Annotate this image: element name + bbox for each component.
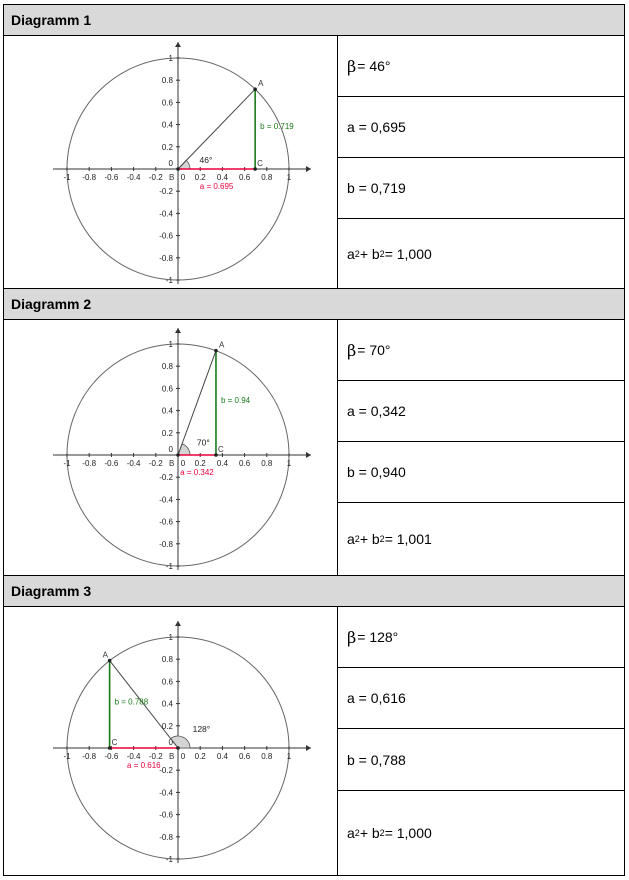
y-tick-label: 0.2: [161, 428, 173, 438]
x-tick-label: 1: [286, 752, 292, 761]
values-column: [338, 36, 624, 288]
sum-b: + b: [359, 531, 380, 547]
a-value: a = 0,695: [338, 97, 624, 158]
x-tick-label: 0.2: [194, 173, 206, 182]
section-title: Diagramm 1: [4, 5, 624, 36]
sum-a: a: [347, 824, 355, 841]
x-tick-label: -0.4: [126, 752, 141, 761]
sum-value: a 2 + b 2 = 1,000: [347, 824, 432, 841]
a-value: a = 0,342: [338, 381, 624, 442]
unit-circle-svg: [4, 36, 337, 288]
point-a: [214, 349, 218, 353]
y-tick-label: -0.2: [159, 187, 173, 197]
point-a: [108, 659, 112, 663]
beta-symbol: β: [347, 56, 357, 76]
y-tick-label: 0.6: [161, 98, 173, 108]
b-value: b = 0,719: [338, 158, 624, 219]
point-b: [176, 453, 180, 457]
sum-result: = 1,000: [384, 245, 432, 262]
x-tick-label: -0.2: [148, 459, 163, 468]
diagram-table: [3, 4, 625, 876]
x-tick-label: 1: [286, 173, 292, 182]
sum-a: a: [347, 245, 355, 262]
beta-symbol: β: [347, 627, 357, 647]
point-a: [253, 87, 257, 91]
y-tick-label: 0.4: [161, 406, 173, 416]
y-tick-label: -0.2: [159, 766, 173, 776]
x-tick-label: 0.4: [216, 459, 228, 468]
b-value: b = 0,940: [338, 442, 624, 503]
y-tick-label: 0.4: [161, 120, 173, 130]
point-c-label: C: [217, 445, 224, 454]
y-tick-label: -1: [165, 562, 173, 571]
y-tick-label: 1: [168, 54, 173, 63]
x-tick-label: 0.8: [261, 173, 273, 182]
y-tick-label: 0.4: [161, 699, 173, 709]
b-label: b = 0.719: [260, 122, 294, 132]
sum-a: a: [347, 531, 355, 547]
point-c-label: C: [257, 159, 263, 168]
values-column: [338, 320, 624, 575]
diagram-row: [4, 36, 624, 289]
beta-symbol: β: [347, 340, 357, 360]
values-column: [338, 607, 624, 875]
sum-b: + b: [359, 245, 380, 262]
y-tick-label: 0.2: [161, 142, 173, 152]
x-tick-label: -1: [63, 173, 71, 182]
unit-circle-plot: [4, 320, 338, 575]
b-label: b = 0.94: [220, 395, 251, 405]
y-tick-label: 0.2: [161, 721, 173, 731]
x-tick-label: 0.2: [194, 459, 206, 468]
y-axis-arrow: [175, 42, 181, 47]
point-b: [176, 746, 180, 750]
beta-text: = 128°: [357, 629, 399, 646]
x-axis-arrow: [306, 166, 311, 172]
diagram-row: [4, 607, 624, 875]
x-tick-label: 1: [286, 459, 292, 468]
x-tick-label: -0.4: [126, 459, 141, 468]
a-value: a = 0,616: [338, 668, 624, 729]
a-label: a = 0.695: [199, 182, 234, 191]
y-tick-label: -0.6: [159, 517, 173, 527]
y-axis-arrow: [175, 328, 181, 333]
b-value: b = 0,788: [338, 729, 624, 790]
point-b: [176, 167, 180, 171]
beta-value: [338, 320, 624, 381]
point-a-label: A: [258, 79, 264, 89]
y-tick-label: -0.8: [159, 539, 173, 549]
y-tick-label: 0.8: [161, 655, 173, 665]
x-tick-label: -0.6: [104, 459, 119, 468]
y-tick-label: 0: [168, 738, 173, 747]
x-tick-label: 0.6: [239, 173, 251, 182]
point-b-label: B: [169, 752, 175, 761]
y-tick-label: 0.8: [161, 362, 173, 372]
a-label: a = 0.616: [127, 761, 161, 770]
x-axis-arrow: [306, 745, 311, 751]
y-tick-label: 0.8: [161, 76, 173, 86]
y-tick-label: -0.8: [159, 832, 173, 842]
point-c-label: C: [111, 738, 118, 747]
diagram-row: [4, 320, 624, 576]
y-tick-label: 0.6: [161, 384, 173, 394]
x-tick-label: 0.8: [261, 459, 273, 468]
a-label: a = 0.342: [180, 468, 214, 477]
x-tick-label: -0.8: [82, 752, 97, 761]
y-tick-label: -0.8: [159, 253, 173, 263]
x-tick-label: -0.6: [104, 752, 119, 761]
unit-circle-svg: [4, 320, 337, 575]
beta-text: = 46°: [357, 58, 391, 74]
beta-text: = 70°: [357, 342, 391, 358]
sum-value: a 2 + b 2 = 1,001: [347, 531, 432, 547]
x-tick-label: 0.4: [216, 173, 228, 182]
y-tick-label: 0: [168, 445, 173, 454]
y-axis-arrow: [175, 621, 181, 626]
x-tick-label: -1: [63, 459, 71, 468]
sum-result: = 1,001: [384, 531, 432, 547]
sum-b: + b: [359, 824, 380, 841]
section-title: Diagramm 2: [4, 289, 624, 320]
x-tick-label: 0: [180, 459, 186, 468]
x-tick-label: 0.4: [216, 752, 228, 761]
point-b-label: B: [169, 173, 175, 182]
sum-result: = 1,000: [384, 824, 432, 841]
hypotenuse: [178, 89, 255, 169]
angle-label: 70°: [196, 437, 210, 448]
x-tick-label: -1: [63, 752, 71, 761]
x-tick-label: 0: [180, 173, 186, 182]
y-tick-label: 1: [168, 633, 173, 642]
x-tick-label: -0.8: [82, 459, 97, 468]
y-tick-label: -0.4: [159, 788, 173, 798]
y-tick-label: 0.6: [161, 677, 173, 687]
unit-circle-plot: [4, 36, 338, 288]
x-tick-label: -0.8: [82, 173, 97, 182]
section-title: Diagramm 3: [4, 576, 624, 607]
point-b-label: B: [169, 459, 175, 468]
y-tick-label: -0.2: [159, 473, 173, 483]
y-tick-label: -0.6: [159, 810, 173, 820]
x-tick-label: -0.4: [126, 173, 141, 182]
unit-circle-svg: [4, 607, 337, 875]
x-tick-label: -0.6: [104, 173, 119, 182]
angle-label: 128°: [192, 724, 211, 735]
x-tick-label: 0: [180, 752, 186, 761]
y-tick-label: -0.4: [159, 209, 173, 219]
b-label: b = 0.788: [114, 697, 149, 707]
sum-value: a 2 + b 2 = 1,000: [347, 245, 432, 262]
x-tick-label: 0.8: [261, 752, 273, 761]
point-a-label: A: [102, 650, 108, 660]
x-axis-arrow: [306, 452, 311, 458]
y-tick-label: -1: [165, 855, 173, 864]
y-tick-label: -0.6: [159, 231, 173, 241]
angle-label: 46°: [199, 155, 213, 166]
y-tick-label: 1: [168, 340, 173, 349]
unit-circle-plot: [4, 607, 338, 875]
y-tick-label: -0.4: [159, 495, 173, 505]
y-tick-label: -1: [165, 276, 173, 285]
x-tick-label: 0.2: [194, 752, 206, 761]
point-a-label: A: [218, 340, 225, 350]
x-tick-label: -0.2: [148, 752, 163, 761]
beta-value: [338, 607, 624, 668]
beta-value: [338, 36, 624, 97]
x-tick-label: -0.2: [148, 173, 163, 182]
y-tick-label: 0: [168, 159, 173, 168]
x-tick-label: 0.6: [239, 459, 251, 468]
x-tick-label: 0.6: [239, 752, 251, 761]
